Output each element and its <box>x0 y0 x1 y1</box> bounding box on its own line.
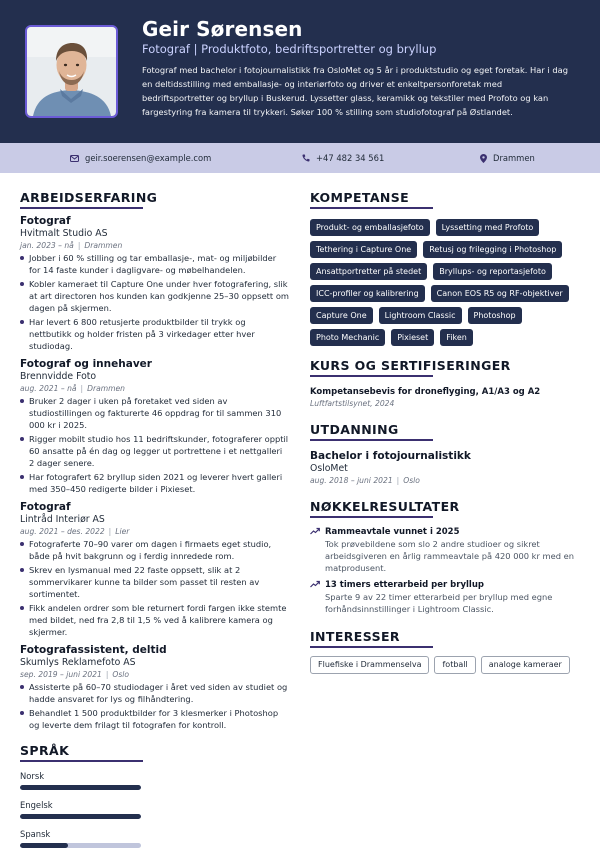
skill-tag: Canon EOS R5 og RF-objektiver <box>431 285 569 302</box>
job-bullet: Fotograferte 70–90 varer om dagen i firmaets eget studio, både på hvit bakgrunn og i ferdig innredede rom. <box>20 538 290 562</box>
job-bullet: Rigger mobilt studio hos 11 bedriftskunder, fotograferer opptil 60 ansatte på én dag og legger ut portrettene i et nettgalleri 2 dager senere. <box>20 433 290 469</box>
language-level-fill <box>20 843 68 848</box>
achievement-desc: Sparte 9 av 22 timer etterarbeid per bryllup med egne forhåndsinnstillinger i Lightroom Classic. <box>325 592 553 614</box>
course-issuer: Luftfartstilsynet, 2024 <box>310 399 395 408</box>
job-title: Fotograf og innehaver <box>20 358 152 370</box>
achievement-title: 13 timers etterarbeid per bryllup <box>325 580 484 590</box>
profile-photo <box>25 25 118 118</box>
job-location: Lier <box>115 527 130 536</box>
job-location: Drammen <box>84 241 123 250</box>
job-bullet: Har fotografert 62 bryllup siden 2021 og leverer hvert galleri med 350–450 redigerte bilder i Pixieset. <box>20 471 290 495</box>
skill-tag: Photoshop <box>468 307 522 324</box>
skill-tag: Pixieset <box>391 329 434 346</box>
interest-tag: analoge kameraer <box>481 656 570 674</box>
email-text: geir.soerensen@example.com <box>85 153 212 163</box>
language-level-bar <box>20 843 141 848</box>
email-icon <box>70 155 79 162</box>
language-item <box>20 799 290 819</box>
job-bullet: Har levert 6 800 retusjerte produktbilder til trykk og nettbutikk og holder fristen på 3 virkedager etter hver studiodag. <box>20 316 290 352</box>
section-divider <box>310 646 433 648</box>
job-location: Drammen <box>87 384 125 393</box>
interest-list <box>310 656 580 674</box>
course-title: Kompetansebevis for droneflyging, A1/A3 og A2 <box>310 387 541 397</box>
job-entry <box>20 501 290 638</box>
section-divider <box>20 760 143 762</box>
language-name: Norsk <box>20 771 45 781</box>
language-item <box>20 828 290 848</box>
job-meta: sep. 2019 – juni 2021 | Oslo <box>20 670 130 679</box>
education-heading: UTDANNING <box>310 422 399 437</box>
section-divider <box>310 207 433 209</box>
achievements-heading: NØKKELRESULTATER <box>310 499 460 514</box>
skill-tag: Lightroom Classic <box>379 307 462 324</box>
interest-tag: fotball <box>434 656 475 674</box>
language-name: Spansk <box>20 829 51 839</box>
job-bullet: Fikk andelen ordrer som ble returnert fordi fargen ikke stemte med bildet, ned fra 2,8 til 1,5 % ved å kalibrere kamera og skjermer. <box>20 602 290 638</box>
job-meta: aug. 2021 – nå | Drammen <box>20 384 125 393</box>
education-school: OsloMet <box>310 463 348 474</box>
job-title: Fotografassistent, deltid <box>20 644 167 656</box>
job-entry <box>20 358 290 495</box>
contact-phone[interactable] <box>302 153 384 163</box>
language-item <box>20 770 290 790</box>
achievement-item <box>310 526 580 574</box>
language-level-bar <box>20 785 141 790</box>
right-column <box>310 190 580 674</box>
achievement-desc: Tok prøvebildene som slo 2 andre studioer og sikret arbeidsgiveren en årlig rammeavtale på 420 000 kr med en matprodusent. <box>325 539 574 573</box>
job-bullets <box>20 681 290 731</box>
interests-heading: INTERESSER <box>310 629 400 644</box>
job-company: Skumlys Reklamefoto AS <box>20 657 136 668</box>
job-bullets <box>20 538 290 638</box>
trend-icon <box>310 527 320 535</box>
language-level-bar <box>20 814 141 819</box>
job-bullet: Jobber i 60 % stilling og tar emballasje-, mat- og miljøbilder for 14 faste kunder i dagligvare- og møbelhandelen. <box>20 252 290 276</box>
phone-text: +47 482 34 561 <box>316 153 385 163</box>
skill-tag: Lyssetting med Profoto <box>436 219 540 236</box>
location-text: Drammen <box>493 153 535 163</box>
skill-tag: Photo Mechanic <box>310 329 385 346</box>
job-period: sep. 2019 – juni 2021 <box>20 670 102 679</box>
job-bullet: Bruker 2 dager i uken på foretaket ved siden av studiostillingen og fakturerte 46 oppdrag for til sammen 310 000 kr i 2025. <box>20 395 290 431</box>
skill-tag: Tethering i Capture One <box>310 241 417 258</box>
skills-heading: KOMPETANSE <box>310 190 410 205</box>
contact-location <box>480 153 535 163</box>
job-bullet: Skrev en lysmanual med 22 faste oppsett, slik at 2 sommervikarer kunne ta bilder som passet til resten av sortimentet. <box>20 564 290 600</box>
profile-summary: Fotograf med bachelor i fotojournalistikk fra OsloMet og 5 år i produktstudio og eget foretak. Har i dag en deltidsstilling med emballasje- og interiørfoto og driver et enkeltpersonforetak med bedriftsportretter og bryllup i Buskerud. Lyssetter glass, keramikk og tekstiler med Profoto og kan fargestyring fra kamera til trykkeri. Søker 100 % stilling som studiofotograf på Østlandet. <box>142 65 568 117</box>
job-meta: aug. 2021 – des. 2022 | Lier <box>20 527 130 536</box>
job-entry <box>20 644 290 731</box>
job-bullet: Kobler kameraet til Capture One under hver fotografering, slik at art directoren hos kunden kan godkjenne 25–30 oppsett om dagen på skjermen. <box>20 278 290 314</box>
courses-heading: KURS OG SERTIFISERINGER <box>310 358 511 373</box>
job-period: aug. 2021 – des. 2022 <box>20 527 105 536</box>
skill-tag: Produkt- og emballasjefoto <box>310 219 430 236</box>
job-meta: jan. 2023 – nå | Drammen <box>20 241 123 250</box>
job-bullets <box>20 395 290 495</box>
skill-tag: ICC-profiler og kalibrering <box>310 285 425 302</box>
job-period: jan. 2023 – nå <box>20 241 74 250</box>
education-meta: aug. 2018 – juni 2021 | Oslo <box>310 476 420 485</box>
job-company: Hvitmalt Studio AS <box>20 228 108 239</box>
skill-tag: Ansattportretter på stedet <box>310 263 427 280</box>
resume-header <box>0 0 600 143</box>
skill-tags <box>310 219 570 346</box>
job-company: Brennvidde Foto <box>20 371 97 382</box>
job-bullets <box>20 252 290 352</box>
section-divider <box>310 439 433 441</box>
contact-bar <box>0 143 600 173</box>
candidate-title: Fotograf | Produktfoto, bedriftsportretter og bryllup <box>142 42 437 56</box>
language-name: Engelsk <box>20 800 53 810</box>
skill-tag: Retusj og frilegging i Photoshop <box>423 241 562 258</box>
language-level-fill <box>20 814 141 819</box>
education-period: aug. 2018 – juni 2021 <box>310 476 393 485</box>
job-period: aug. 2021 – nå <box>20 384 77 393</box>
section-divider <box>20 207 143 209</box>
contact-email[interactable] <box>70 153 211 163</box>
experience-heading: ARBEIDSERFARING <box>20 190 158 205</box>
languages-heading: SPRÅK <box>20 743 70 758</box>
job-bullet: Assisterte på 60–70 studiodager i året ved siden av studiet og hadde ansvaret for lys og filhåndtering. <box>20 681 290 705</box>
skill-tag: Bryllups- og reportasjefoto <box>433 263 552 280</box>
trend-icon <box>310 580 320 588</box>
job-location: Oslo <box>112 670 130 679</box>
achievement-title: Rammeavtale vunnet i 2025 <box>325 527 460 537</box>
job-entry <box>20 215 290 352</box>
section-divider <box>310 375 433 377</box>
job-title: Fotograf <box>20 215 71 227</box>
phone-icon <box>302 154 310 162</box>
section-divider <box>310 516 433 518</box>
location-icon <box>480 154 487 163</box>
job-company: Lintråd Interiør AS <box>20 514 105 525</box>
education-location: Oslo <box>403 476 420 485</box>
interest-tag: Fluefiske i Drammenselva <box>310 656 429 674</box>
language-level-fill <box>20 785 141 790</box>
left-column <box>20 190 290 857</box>
education-degree: Bachelor i fotojournalistikk <box>310 450 471 462</box>
language-list <box>20 770 290 848</box>
job-title: Fotograf <box>20 501 71 513</box>
job-bullet: Behandlet 1 500 produktbilder for 3 klesmerker i Photoshop og leverte dem frilagt til fotografen for kontroll. <box>20 707 290 731</box>
achievement-item <box>310 579 580 615</box>
candidate-name: Geir Sørensen <box>142 17 303 41</box>
skill-tag: Fiken <box>440 329 473 346</box>
skill-tag: Capture One <box>310 307 373 324</box>
